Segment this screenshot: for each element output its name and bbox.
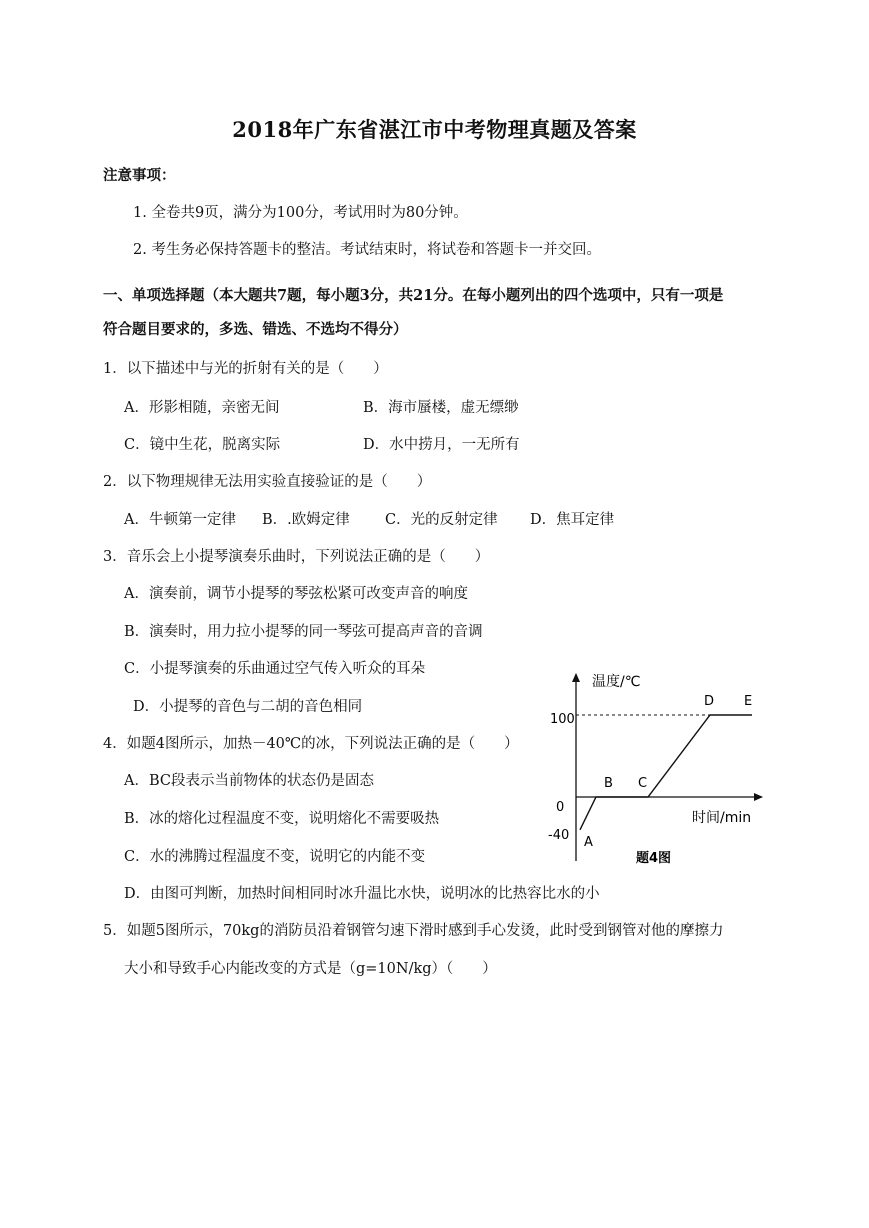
- page-title: 2018年广东省湛江市中考物理真题及答案: [232, 117, 637, 142]
- q4-option-a: A．BC段表示当前物体的状态仍是固态: [124, 773, 374, 789]
- q1-option-c: C．镜中生花，脱离实际: [124, 437, 281, 453]
- notice-item-2: 2. 考生务必保持答题卡的整洁。考试结束时，将试卷和答题卡一并交回。: [133, 242, 601, 258]
- notice-item-1: 1. 全卷共9页，满分为100分，考试用时为80分钟。: [133, 205, 468, 221]
- section-heading-line2: 符合题目要求的，多选、错选、不选均不得分）: [103, 321, 408, 338]
- y-tick-0: 0: [556, 800, 565, 815]
- q2-option-b: B．.欧姆定律: [262, 512, 350, 528]
- q1-option-b: B．海市蜃楼，虚无缥缈: [363, 400, 519, 416]
- y-axis-label: 温度/℃: [592, 674, 641, 690]
- section-heading-line1: 一、单项选择题（本大题共7题，每小题3分，共21分。在每小题列出的四个选项中，只有一项是: [103, 287, 724, 304]
- y-tick-100: 100: [550, 712, 575, 727]
- q3-option-c: C．小提琴演奏的乐曲通过空气传入听众的耳朵: [124, 661, 426, 677]
- q3-option-d: D．小提琴的音色与二胡的音色相同: [133, 699, 363, 715]
- y-tick-neg40: -40: [548, 828, 570, 843]
- q3-option-a: A．演奏前，调节小提琴的琴弦松紧可改变声音的响度: [124, 586, 468, 602]
- figure-caption: 题4图: [636, 851, 672, 866]
- point-label-b: B: [604, 776, 613, 791]
- q2-option-d: D．焦耳定律: [530, 512, 615, 528]
- point-label-a: A: [584, 834, 593, 850]
- temperature-series: [580, 694, 752, 850]
- figure-4-graph: [540, 666, 770, 871]
- q3-option-b: B．演奏时，用力拉小提琴的同一琴弦可提高声音的音调: [124, 624, 483, 640]
- q1-option-a: A．形影相随，亲密无间: [124, 400, 280, 416]
- q2-option-a: A．牛顿第一定律: [124, 512, 236, 528]
- q4-option-c: C．水的沸腾过程温度不变，说明它的内能不变: [124, 849, 426, 865]
- q4-stem: 4．如题4图所示，加热－40℃的冰，下列说法正确的是（ ）: [103, 736, 519, 752]
- q5-stem-line2: 大小和导致手心内能改变的方式是（g=10N/kg）（ ）: [124, 961, 497, 977]
- q4-option-b: B．冰的熔化过程温度不变，说明熔化不需要吸热: [124, 811, 440, 827]
- notice-heading: 注意事项：: [103, 167, 176, 184]
- point-label-e: E: [744, 694, 753, 709]
- q2-stem: 2．以下物理规律无法用实验直接验证的是（ ）: [103, 474, 432, 490]
- x-axis-label: 时间/min: [692, 810, 752, 826]
- point-label-d: D: [704, 694, 715, 709]
- point-label-c: C: [638, 776, 648, 791]
- q5-stem-line1: 5．如题5图所示，70kg的消防员沿着钢管匀速下滑时感到手心发烫，此时受到钢管对他的摩擦力: [103, 923, 724, 939]
- q1-option-d: D．水中捞月，一无所有: [363, 437, 520, 453]
- q1-stem: 1．以下描述中与光的折射有关的是（ ）: [103, 361, 388, 377]
- q2-option-c: C．光的反射定律: [385, 512, 498, 528]
- q4-option-d: D．由图可判断，加热时间相同时冰升温比水快，说明冰的比热容比水的小: [124, 886, 600, 902]
- q3-stem: 3．音乐会上小提琴演奏乐曲时，下列说法正确的是（ ）: [103, 549, 490, 565]
